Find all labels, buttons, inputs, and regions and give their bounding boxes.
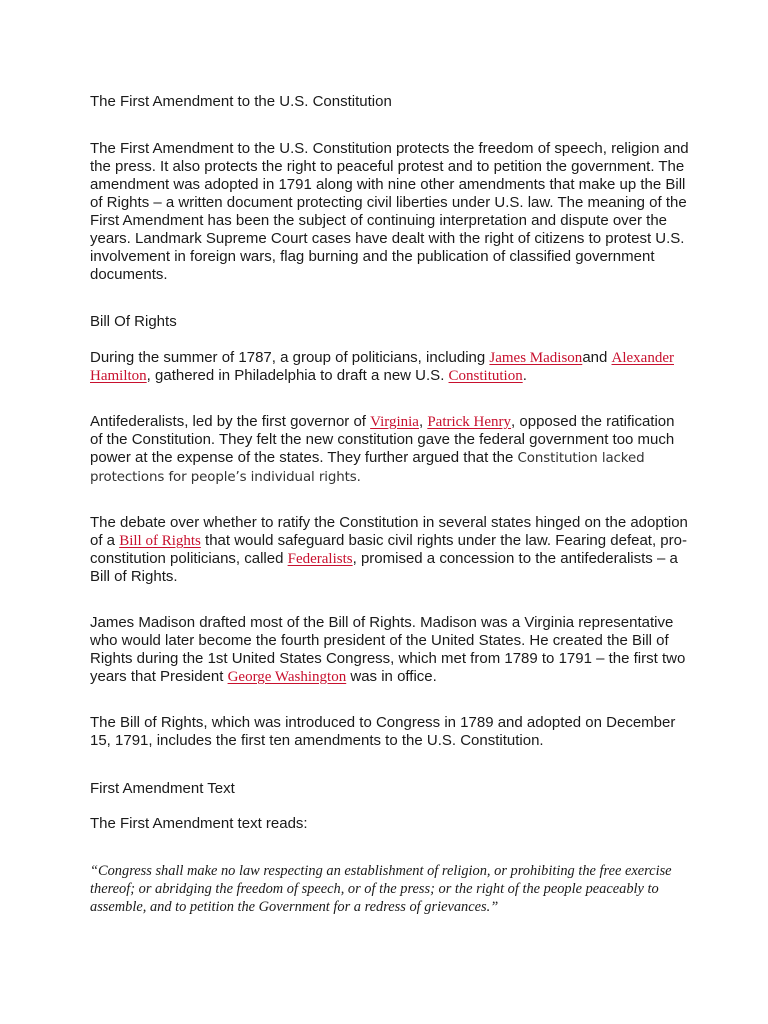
link-james-madison[interactable]: James Madison [489, 350, 583, 366]
link-constitution[interactable]: Constitution [448, 368, 523, 384]
paragraph-antifederalists [90, 413, 690, 487]
link-bill-of-rights[interactable]: Bill of Rights [119, 533, 201, 549]
paragraph-adoption: The Bill of Rights, which was introduced to Congress in 1789 and adopted on December 15, 1791, includes the first ten amendments to the U.S. Constitution. [90, 714, 676, 749]
text-run: , gathered in Philadelphia to draft a new U.S. [146, 367, 449, 384]
text-run: James Madison drafted most of the Bill of Rights. Madison was a Virginia representative who would later become the fourth president of the United States. He created the Bill of Rights during the 1st United States Congress, which met from 1789 to 1791 – the first two years that President [90, 614, 686, 685]
first-amendment-text-heading: First Amendment Text [90, 780, 235, 797]
text-run: and [582, 349, 612, 366]
intro-paragraph: The First Amendment to the U.S. Constitution protects the freedom of speech, religion and the press. It also protects the right to peaceful protest and to petition the government. The amendment was adopted in 1791 along with nine other amendments that make up the Bill of Rights – a written document protecting civil liberties under U.S. law. The meaning of the First Amendment has been the subject of continuing interpretation and dispute over the years. Landmark Supreme Court cases have dealt with the right of citizens to protest U.S. involvement in foreign wars, flag burning and the publication of classified government documents. [90, 140, 689, 283]
link-patrick-henry[interactable]: Patrick Henry [427, 414, 512, 430]
text-run: was in office. [346, 668, 437, 685]
amendment-quote: “Congress shall make no law respecting an establishment of religion, or prohibiting the free exercise thereof; or abridging the freedom of speech, or of the press; or the right of the people peaceably to assemble, and to petition the Government for a redress of grievances.” [90, 863, 672, 915]
document-title: The First Amendment to the U.S. Constitution [90, 93, 392, 110]
bill-of-rights-heading: Bill Of Rights [90, 313, 177, 330]
text-run: , [418, 413, 428, 430]
text-run: Antifederalists, led by the first governor of [90, 413, 371, 430]
paragraph-ratification-debate [90, 514, 690, 586]
link-alexander-hamilton[interactable]: Alexander Hamilton [90, 350, 674, 384]
text-run: During the summer of 1787, a group of politicians, including [90, 349, 490, 366]
text-run-alt-font: Constitution lacked protections for people’s individual rights. [90, 451, 645, 485]
text-run: , opposed the ratification of the Constitution. They felt the new constitution gave the federal government too much power at the expense of the states. They further argued that the [90, 413, 675, 466]
text-run: , promised a concession to the antifederalists – a Bill of Rights. [90, 550, 678, 585]
paragraph-1787-convention [90, 349, 690, 385]
link-virginia[interactable]: Virginia [370, 414, 419, 430]
text-run: that would safeguard basic civil rights under the law. Fearing defeat, pro-constitution politicians, called [90, 532, 687, 567]
text-run: . [522, 367, 527, 384]
text-run: The debate over whether to ratify the Constitution in several states hinged on the adoption of a [90, 514, 688, 549]
link-george-washington[interactable]: George Washington [227, 669, 347, 685]
text-reads-line: The First Amendment text reads: [90, 815, 308, 832]
link-federalists[interactable]: Federalists [287, 551, 353, 567]
paragraph-madison [90, 614, 690, 686]
